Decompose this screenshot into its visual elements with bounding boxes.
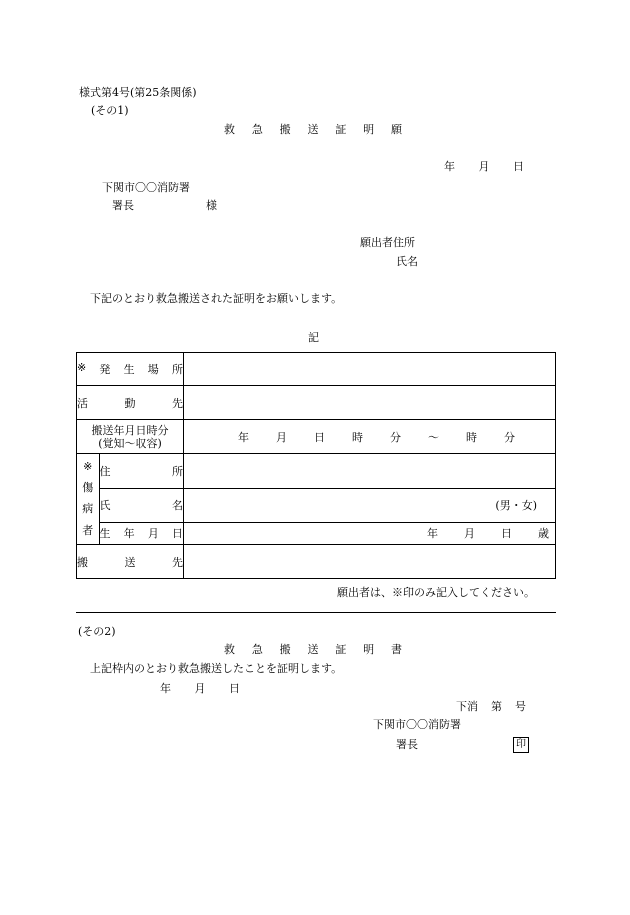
label-char: 先 bbox=[172, 396, 183, 410]
row-transport-datetime bbox=[77, 420, 556, 454]
seal-mark: 印 bbox=[513, 737, 529, 753]
label-char: 傷 bbox=[82, 480, 94, 494]
certification-text: 上記枠内のとおり救急搬送したことを証明します。 bbox=[90, 662, 343, 675]
activity-site-label bbox=[77, 386, 184, 420]
label-char: 先 bbox=[172, 555, 183, 569]
incident-location-value[interactable] bbox=[184, 353, 556, 386]
patient-values bbox=[184, 454, 556, 545]
patient-address-label bbox=[99, 454, 183, 488]
dob-char: 日 bbox=[501, 527, 512, 541]
request-text: 下記のとおり救急搬送された証明をお願いします。 bbox=[90, 292, 343, 305]
patient-name-label bbox=[99, 488, 183, 522]
label-char: 動 bbox=[124, 396, 136, 410]
destination-value[interactable] bbox=[184, 545, 556, 579]
addressee-office: 下関市〇〇消防署 bbox=[102, 181, 190, 194]
dt-char: ～ bbox=[428, 430, 439, 444]
dt-char: 時 bbox=[466, 430, 477, 444]
label-char: 者 bbox=[82, 524, 94, 538]
title-char: 証 bbox=[335, 123, 347, 136]
dt-char: 分 bbox=[504, 430, 515, 444]
gender-options: (男・女) bbox=[495, 499, 537, 512]
label-char: 生 bbox=[99, 527, 111, 541]
label-char: 所 bbox=[171, 363, 183, 376]
transport-datetime-label bbox=[77, 420, 184, 454]
label-char: ※ bbox=[83, 459, 93, 473]
number-prefix: 下消 bbox=[456, 700, 478, 713]
title-char: 送 bbox=[307, 123, 319, 136]
number-go: 号 bbox=[515, 700, 526, 713]
addressee-chief: 署長 bbox=[112, 199, 134, 212]
title-char: 急 bbox=[251, 123, 263, 136]
title-char: 搬 bbox=[279, 643, 291, 656]
label-char: 送 bbox=[124, 555, 136, 569]
date-month: 月 bbox=[478, 160, 490, 173]
patient-address-value[interactable] bbox=[184, 454, 555, 488]
label-char: 所 bbox=[172, 464, 183, 478]
instruction-note: 願出者は、※印のみ記入してください。 bbox=[337, 586, 535, 599]
dt-char: 月 bbox=[276, 430, 287, 444]
form-number: 様式第4号(第25条関係) bbox=[79, 86, 197, 99]
patient-name-value[interactable] bbox=[184, 488, 555, 522]
row-destination bbox=[77, 545, 556, 579]
transport-datetime-label-line1: 搬送年月日時分 bbox=[91, 423, 169, 437]
incident-location-label bbox=[77, 353, 184, 386]
patient-dob-label bbox=[99, 522, 183, 544]
dob-char: 歳 bbox=[538, 527, 549, 541]
issuer-office: 下関市〇〇消防署 bbox=[373, 718, 461, 731]
title-char: 証 bbox=[335, 643, 347, 656]
patient-dob-value[interactable] bbox=[184, 522, 555, 544]
dt-char: 時 bbox=[352, 430, 363, 444]
patient-group-label bbox=[77, 454, 99, 544]
row-patient bbox=[77, 454, 556, 545]
date-year: 年 bbox=[444, 160, 455, 173]
certificate-table bbox=[76, 352, 556, 579]
dob-char: 月 bbox=[464, 527, 475, 541]
section-divider bbox=[76, 612, 556, 613]
label-char: 住 bbox=[99, 464, 111, 478]
label-char: 場 bbox=[147, 363, 159, 376]
part2-title bbox=[224, 643, 402, 657]
destination-label bbox=[77, 545, 184, 579]
title-char: 搬 bbox=[279, 123, 291, 136]
ki-heading: 記 bbox=[308, 331, 319, 344]
applicant-name-label: 氏名 bbox=[396, 255, 418, 268]
label-char: 病 bbox=[82, 502, 94, 516]
title-char: 明 bbox=[363, 123, 375, 136]
row-incident-location bbox=[77, 353, 556, 386]
date-month: 月 bbox=[194, 682, 206, 695]
transport-datetime-value[interactable] bbox=[184, 420, 556, 454]
date-year: 年 bbox=[160, 682, 171, 695]
title-char: 急 bbox=[251, 643, 263, 656]
issuer-chief: 署長 bbox=[396, 738, 418, 751]
transport-datetime-label-line2: (覚知～収容) bbox=[98, 436, 162, 450]
addressee-honorific: 様 bbox=[206, 199, 217, 212]
certificate-number bbox=[456, 700, 526, 714]
title-char: 送 bbox=[307, 643, 319, 656]
dt-char: 日 bbox=[314, 430, 325, 444]
label-char: 搬 bbox=[77, 555, 88, 569]
label-char: 発 bbox=[99, 363, 111, 376]
activity-site-value[interactable] bbox=[184, 386, 556, 420]
certification-date bbox=[160, 682, 240, 696]
application-date bbox=[444, 160, 524, 174]
number-dai: 第 bbox=[491, 700, 502, 713]
title-char: 明 bbox=[363, 643, 375, 656]
part1-label: (その1) bbox=[91, 104, 129, 117]
part2-label: (その2) bbox=[78, 625, 116, 638]
dt-char: 分 bbox=[390, 430, 401, 444]
label-char: 活 bbox=[77, 396, 88, 410]
applicant-address-label: 願出者住所 bbox=[360, 236, 415, 249]
dob-char: 年 bbox=[427, 527, 438, 541]
label-char: ※ bbox=[77, 361, 87, 374]
dt-char: 年 bbox=[238, 430, 249, 444]
title-char: 救 bbox=[224, 123, 235, 136]
patient-group bbox=[77, 454, 184, 545]
row-activity-site bbox=[77, 386, 556, 420]
title-char: 書 bbox=[390, 643, 402, 656]
label-char: 氏 bbox=[99, 499, 111, 512]
label-char: 名 bbox=[172, 499, 183, 512]
title-char: 願 bbox=[390, 123, 402, 136]
date-day: 日 bbox=[229, 682, 240, 695]
title-char: 救 bbox=[224, 643, 235, 656]
date-day: 日 bbox=[513, 160, 524, 173]
part1-title bbox=[224, 123, 402, 137]
label-char: 生 bbox=[123, 363, 135, 376]
label-char: 日 bbox=[171, 527, 183, 541]
label-char: 月 bbox=[147, 527, 159, 541]
label-char: 年 bbox=[123, 527, 135, 541]
